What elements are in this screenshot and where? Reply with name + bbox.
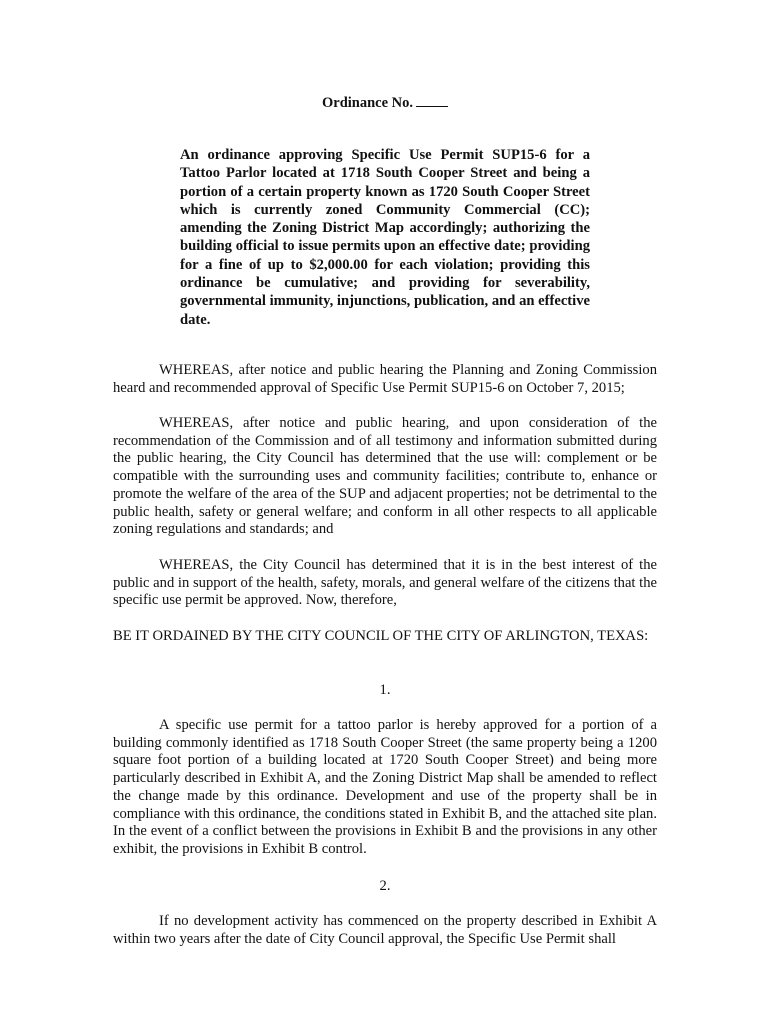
ordinance-number-blank	[416, 94, 448, 107]
section-2-number: 2.	[379, 878, 391, 894]
whereas-1-text: WHEREAS, after notice and public hearing the Planning and Zoning Commission heard and recommended approval of Specific Use Permit SUP15-6 on October 7, 2015;	[113, 362, 657, 396]
ordinance-caption: An ordinance approving Specific Use Permit SUP15-6 for a Tattoo Parlor located at 1718 South Cooper Street and being a portion of a certain property known as 1720 South Cooper Street which is currently zoned Community Commercial (CC); amending the Zoning District Map accordingly; authorizing the building official to issue permits upon an effective date; providing for a fine of up to $2,000.00 for each violation; providing this ordinance be cumulative; and providing for severability, governmental immunity, injunctions, publication, and an effective date.	[180, 147, 590, 328]
ordinance-title	[0, 94, 770, 112]
section-1-paragraph	[113, 717, 657, 859]
whereas-paragraph-2	[113, 415, 657, 539]
section-1-text: A specific use permit for a tattoo parlor is hereby approved for a portion of a building commonly identified as 1718 South Cooper Street (the same property being a 1200 square foot portion of a building located at 1720 South Cooper Street) and being more particularly described in Exhibit A, and the Zoning District Map shall be amended to reflect the change made by this ordinance. Development and use of the property shall be in compliance with this ordinance, the conditions stated in Exhibit B, and the attached site plan. In the event of a conflict between the provisions in Exhibit B and the provisions in any other exhibit, the provisions in Exhibit B control.	[113, 717, 657, 857]
ordained-clause: BE IT ORDAINED BY THE CITY COUNCIL OF THE CITY OF ARLINGTON, TEXAS:	[113, 628, 649, 644]
whereas-2-text: WHEREAS, after notice and public hearing, and upon consideration of the recommendation of the Commission and of all testimony and information submitted during the public hearing, the City Council has determined that the use will: complement or be compatible with the surrounding uses and community facilities; contribute to, enhance or promote the welfare of the area of the SUP and adjacent properties; not be detrimental to the public health, safety or general welfare; and conform in all other respects to all applicable zoning regulations and standards; and	[113, 415, 657, 538]
whereas-3-text: WHEREAS, the City Council has determined that it is in the best interest of the public and in support of the health, safety, morals, and general welfare of the citizens that the specific use permit be approved. Now, therefore,	[113, 557, 657, 609]
section-2-paragraph	[113, 913, 657, 948]
section-1-number: 1.	[379, 682, 391, 698]
section-2-text: If no development activity has commenced on the property described in Exhibit A within two years after the date of City Council approval, the Specific Use Permit shall	[113, 913, 657, 947]
whereas-paragraph-1	[113, 362, 657, 397]
whereas-paragraph-3	[113, 557, 657, 610]
ordinance-title-text: Ordinance No.	[321, 95, 414, 111]
